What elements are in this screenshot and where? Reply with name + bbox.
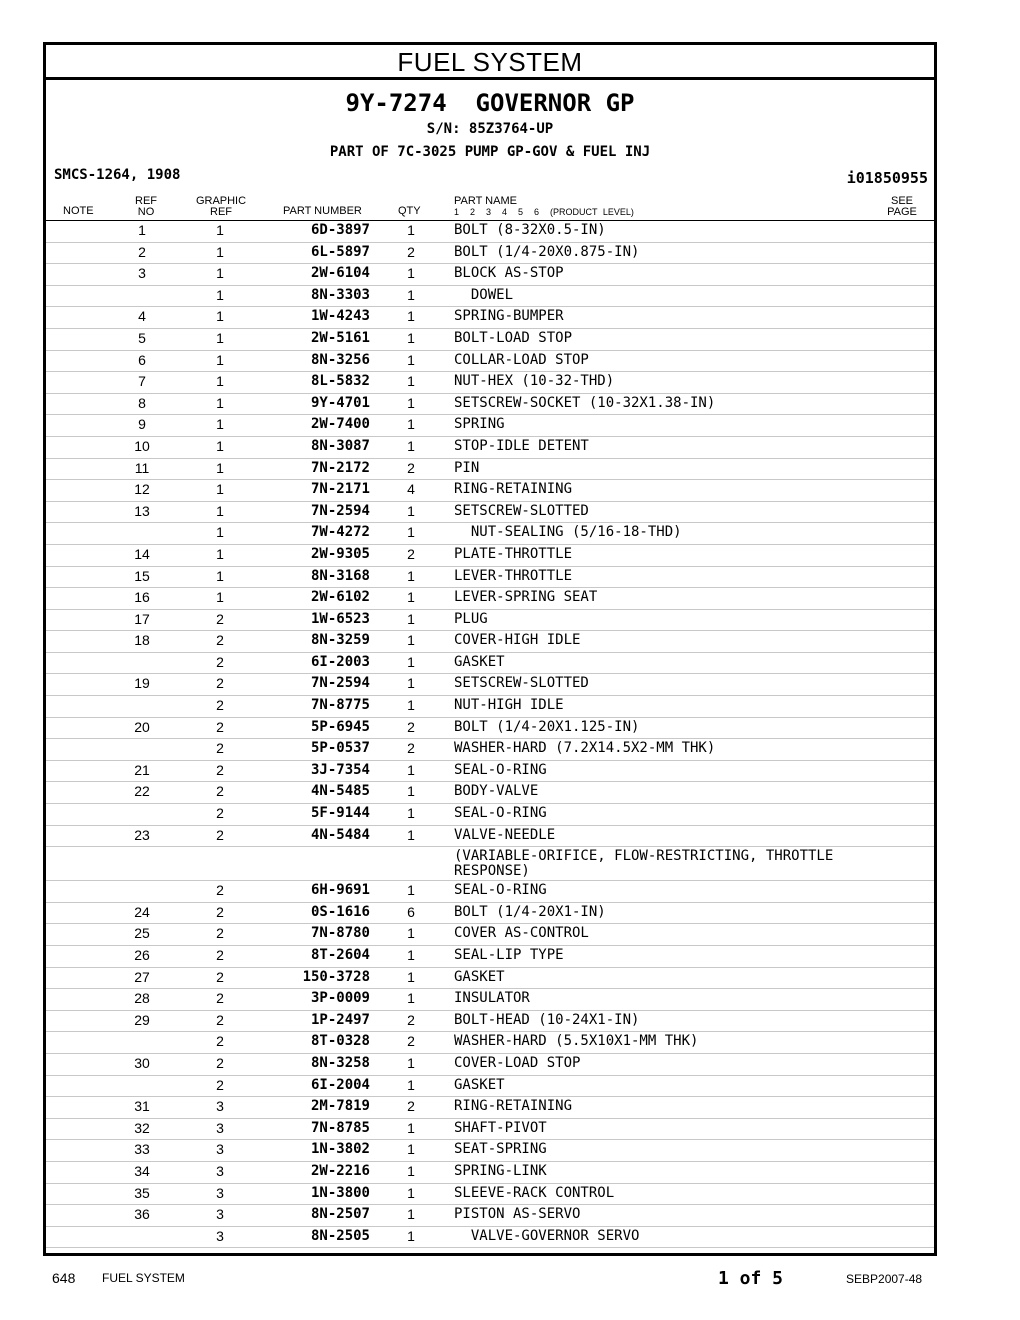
col-graphic-ref: GRAPHIC REF [195,195,247,218]
part-number: 7N-8775 [310,697,370,714]
part-name: WASHER-HARD (5.5X10X1-MM THK) [454,1033,699,1050]
graphic-ref: 2 [216,968,224,985]
part-name: SETSCREW-SOCKET (10-32X1.38-IN) [454,394,716,411]
footer-section: FUEL SYSTEM [102,1271,185,1285]
table-row [46,307,934,329]
ref-no: 9 [138,416,146,433]
ref-no: 28 [134,990,150,1007]
graphic-ref: 1 [216,589,224,606]
table-row [46,610,934,632]
ref-no: 6 [138,351,146,368]
col-ref-no: REF NO [135,195,157,218]
col-see-page: SEE PAGE [887,195,917,218]
quantity: 1 [407,968,415,985]
part-name: LEVER-THROTTLE [454,567,573,584]
part-number: 8T-2604 [310,947,370,963]
quantity: 1 [407,437,415,454]
graphic-ref: 2 [216,1011,224,1028]
part-name: GASKET [454,968,505,985]
part-number: 6I-2004 [310,1076,370,1093]
quantity: 1 [407,1206,415,1223]
ref-no: 13 [134,502,150,519]
part-name: SEAL-O-RING [454,805,547,822]
quantity: 1 [407,394,415,411]
ref-no: 22 [134,783,150,800]
part-number: 8N-3258 [310,1054,370,1071]
ref-no: 16 [134,589,150,606]
part-number: 2W-9305 [310,545,370,562]
quantity: 1 [407,1054,415,1071]
part-name: NUT-HEX (10-32-THD) [454,373,615,390]
table-row [46,437,934,459]
part-number: 6H-9691 [310,882,370,899]
part-number: 4N-5484 [310,826,370,843]
part-number: 8N-3087 [310,437,370,454]
part-number: 6I-2003 [310,653,370,670]
graphic-ref: 3 [216,1098,224,1115]
part-name: NUT-SEALING (5/16-18-THD) [454,524,682,541]
ref-no: 26 [134,947,150,963]
part-name: SETSCREW-SLOTTED [454,675,589,692]
part-number: 7N-2171 [310,481,370,498]
table-row [46,588,934,610]
graphic-ref: 1 [216,308,224,325]
table-row [46,1054,934,1076]
part-number: 0S-1616 [310,903,370,920]
parts-table-body [46,221,934,1248]
ref-no: 15 [134,567,150,584]
graphic-ref: 3 [216,1119,224,1136]
table-row [46,847,934,881]
col-part-number: PART NUMBER [283,205,362,217]
part-name: BODY-VALVE [454,783,539,800]
graphic-ref: 2 [216,761,224,778]
col-product-level: 1 2 3 4 5 6 (PRODUCT LEVEL) [454,207,634,217]
quantity: 2 [407,459,415,476]
quantity: 2 [407,718,415,735]
graphic-ref: 1 [216,243,224,260]
graphic-ref: 2 [216,1076,224,1093]
part-number: 8N-3168 [310,567,370,584]
ref-no: 29 [134,1011,150,1028]
part-number: 6D-3897 [310,222,370,238]
graphic-ref: 2 [216,783,224,800]
part-number: 1N-3802 [310,1141,370,1158]
table-row [46,968,934,990]
table-row [46,415,934,437]
table-row [46,946,934,968]
part-number: 7N-2594 [310,675,370,692]
ref-no: 27 [134,968,150,985]
graphic-ref: 1 [216,222,224,238]
graphic-ref: 1 [216,265,224,282]
quantity: 1 [407,1119,415,1136]
part-name: SEAL-LIP TYPE [454,947,564,963]
quantity: 1 [407,1076,415,1093]
graphic-ref: 2 [216,632,224,649]
ref-no: 2 [138,243,146,260]
quantity: 1 [407,1227,415,1244]
table-row [46,674,934,696]
ref-no: 19 [134,675,150,692]
group-title: 9Y-7274 GOVERNOR GP [345,89,635,117]
part-name: SEAL-O-RING [454,882,547,899]
part-number: 7N-2172 [310,459,370,476]
graphic-ref: 2 [216,903,224,920]
quantity: 1 [407,416,415,433]
graphic-ref: 2 [216,697,224,714]
table-row [46,329,934,351]
group-heading [46,87,934,162]
graphic-ref: 2 [216,882,224,899]
part-number: 7N-8785 [310,1119,370,1136]
part-number: 8N-3259 [310,632,370,649]
table-row [46,502,934,524]
ref-no: 30 [134,1054,150,1071]
part-number: 8T-0328 [310,1033,370,1050]
table-row [46,739,934,761]
graphic-ref: 2 [216,675,224,692]
table-row [46,631,934,653]
quantity: 1 [407,502,415,519]
part-name: COLLAR-LOAD STOP [454,351,589,368]
part-name: PLATE-THROTTLE [454,545,573,562]
ref-no: 10 [134,437,150,454]
serial-number: S/N: 85Z3764-UP [426,121,554,137]
graphic-ref: 2 [216,1054,224,1071]
table-row [46,1076,934,1098]
ref-no: 4 [138,308,146,325]
part-number: 4N-5485 [310,783,370,800]
parts-list-frame [43,42,937,1256]
footer-page-number: 648 [52,1270,76,1286]
graphic-ref: 3 [216,1184,224,1201]
quantity: 1 [407,308,415,325]
ref-no: 8 [138,394,146,411]
graphic-ref: 1 [216,437,224,454]
part-name: WASHER-HARD (7.2X14.5X2-MM THK) [454,740,716,757]
quantity: 2 [407,1011,415,1028]
graphic-ref: 2 [216,947,224,963]
column-header-row [46,193,934,221]
part-name: BOLT-LOAD STOP [454,329,573,346]
table-row [46,221,934,243]
quantity: 1 [407,990,415,1007]
part-name: STOP-IDLE DETENT [454,437,589,454]
part-number: 1P-2497 [310,1011,370,1028]
ref-no: 12 [134,481,150,498]
part-name: COVER AS-CONTROL [454,925,589,942]
table-row [46,1119,934,1141]
quantity: 1 [407,882,415,899]
table-row [46,1205,934,1227]
part-number: 2W-7400 [310,416,370,433]
part-number: 6L-5897 [310,243,370,260]
graphic-ref: 1 [216,481,224,498]
part-number: 8N-2505 [310,1227,370,1244]
page-footer [0,1268,1020,1292]
ref-no: 5 [138,329,146,346]
part-name: PLUG [454,610,488,627]
table-row [46,545,934,567]
table-row [46,924,934,946]
ref-no: 21 [134,761,150,778]
graphic-ref: 3 [216,1227,224,1244]
table-row [46,804,934,826]
quantity: 2 [407,1033,415,1050]
ref-no: 36 [134,1206,150,1223]
part-name: BOLT (1/4-20X1-IN) [454,903,606,920]
part-name: GASKET [454,653,505,670]
graphic-ref: 1 [216,524,224,541]
table-row [46,372,934,394]
part-name: SEAL-O-RING [454,761,547,778]
quantity: 1 [407,675,415,692]
quantity: 6 [407,903,415,920]
part-name: BOLT (8-32X0.5-IN) [454,222,606,238]
quantity: 1 [407,783,415,800]
part-number: 1W-6523 [310,610,370,627]
table-row [46,567,934,589]
graphic-ref: 1 [216,394,224,411]
table-row [46,264,934,286]
table-row [46,351,934,373]
ref-no: 24 [134,903,150,920]
part-number: 7N-8780 [310,925,370,942]
graphic-ref: 2 [216,805,224,822]
part-name: LEVER-SPRING SEAT [454,589,598,606]
section-title: FUEL SYSTEM [46,45,934,80]
table-row [46,1032,934,1054]
quantity: 1 [407,351,415,368]
graphic-ref: 2 [216,990,224,1007]
table-row [46,826,934,848]
table-row [46,286,934,308]
table-row [46,1227,934,1249]
ref-no: 3 [138,265,146,282]
ref-no: 32 [134,1119,150,1136]
footer-document-number: SEBP2007-48 [846,1272,923,1286]
quantity: 1 [407,524,415,541]
col-note: NOTE [63,205,94,217]
part-name: BOLT (1/4-20X1.125-IN) [454,718,640,735]
ref-no: 31 [134,1098,150,1115]
part-number: 5P-0537 [310,740,370,757]
part-number: 2W-6104 [310,265,370,282]
part-name: SEAT-SPRING [454,1141,547,1158]
part-name: RING-RETAINING [454,481,573,498]
part-name: PISTON AS-SERVO [454,1206,581,1223]
part-name: COVER-HIGH IDLE [454,632,581,649]
graphic-ref: 1 [216,502,224,519]
quantity: 1 [407,826,415,843]
quantity: 1 [407,222,415,238]
table-row [46,653,934,675]
graphic-ref: 2 [216,718,224,735]
quantity: 1 [407,265,415,282]
part-name: BOLT (1/4-20X0.875-IN) [454,243,640,260]
quantity: 1 [407,653,415,670]
graphic-ref: 1 [216,459,224,476]
ref-no: 17 [134,610,150,627]
col-qty: QTY [398,205,421,217]
graphic-ref: 1 [216,286,224,303]
graphic-ref: 2 [216,925,224,942]
part-number: 7N-2594 [310,502,370,519]
table-row [46,1184,934,1206]
part-name: INSULATOR [454,990,530,1007]
quantity: 2 [407,243,415,260]
part-number: 2W-6102 [310,589,370,606]
quantity: 2 [407,545,415,562]
quantity: 1 [407,925,415,942]
graphic-ref: 1 [216,329,224,346]
part-number: 2M-7819 [310,1098,370,1115]
part-number: 3J-7354 [310,761,370,778]
table-row [46,1011,934,1033]
part-number: 1N-3800 [310,1184,370,1201]
ref-no: 7 [138,373,146,390]
part-name: GASKET [454,1076,505,1093]
part-number: 150-3728 [302,968,370,985]
part-name: SETSCREW-SLOTTED [454,502,589,519]
quantity: 2 [407,1098,415,1115]
graphic-ref: 2 [216,610,224,627]
graphic-ref: 2 [216,826,224,843]
part-name: SHAFT-PIVOT [454,1119,547,1136]
quantity: 1 [407,632,415,649]
part-number: 1W-4243 [310,308,370,325]
ref-no: 14 [134,545,150,562]
quantity: 1 [407,567,415,584]
table-row [46,523,934,545]
quantity: 1 [407,761,415,778]
graphic-ref: 3 [216,1162,224,1179]
table-row [46,903,934,925]
part-number: 8N-3303 [310,286,370,303]
part-number: 9Y-4701 [310,394,370,411]
graphic-ref: 1 [216,567,224,584]
table-row [46,1140,934,1162]
ref-no: 34 [134,1162,150,1179]
part-name: COVER-LOAD STOP [454,1054,581,1071]
graphic-ref: 3 [216,1206,224,1223]
col-part-name: PART NAME [454,195,517,207]
part-name: SLEEVE-RACK CONTROL [454,1184,615,1201]
ref-no: 1 [138,222,146,238]
ref-no: 23 [134,826,150,843]
table-row [46,696,934,718]
part-number: 2W-5161 [310,329,370,346]
graphic-ref: 1 [216,373,224,390]
part-number: 3P-0009 [310,990,370,1007]
quantity: 1 [407,1162,415,1179]
graphic-ref: 2 [216,740,224,757]
quantity: 1 [407,610,415,627]
graphic-ref: 1 [216,416,224,433]
table-row [46,782,934,804]
part-name: VALVE-GOVERNOR SERVO [454,1227,640,1244]
quantity: 1 [407,805,415,822]
part-name: BLOCK AS-STOP [454,265,564,282]
part-number: 8N-3256 [310,351,370,368]
table-row [46,1097,934,1119]
table-row [46,718,934,740]
part-name: SPRING-BUMPER [454,308,564,325]
quantity: 1 [407,286,415,303]
part-number: 8L-5832 [310,373,370,390]
table-row [46,480,934,502]
ref-no: 25 [134,925,150,942]
graphic-ref: 1 [216,351,224,368]
quantity: 1 [407,329,415,346]
ref-no: 11 [134,459,150,476]
smcs-code: SMCS-1264, 1908 [54,167,181,183]
graphic-ref: 2 [216,653,224,670]
footer-sheet-count: 1 of 5 [718,1268,784,1289]
table-row [46,243,934,265]
quantity: 4 [407,481,415,498]
part-name: VALVE-NEEDLE [454,826,556,843]
part-number: 7W-4272 [310,524,370,541]
part-name: NUT-HIGH IDLE [454,697,564,714]
quantity: 1 [407,697,415,714]
illustration-id: i01850955 [846,169,928,187]
part-number: 8N-2507 [310,1206,370,1223]
quantity: 1 [407,373,415,390]
quantity: 1 [407,947,415,963]
part-of-line: PART OF 7C-3025 PUMP GP-GOV & FUEL INJ [329,144,651,160]
part-name: SPRING-LINK [454,1162,547,1179]
quantity: 1 [407,589,415,606]
graphic-ref: 1 [216,545,224,562]
ref-no: 35 [134,1184,150,1201]
part-name: PIN [454,459,480,476]
table-row [46,881,934,903]
graphic-ref: 3 [216,1141,224,1158]
table-row [46,394,934,416]
ref-no: 20 [134,718,150,735]
part-number: 5P-6945 [310,718,370,735]
graphic-ref: 2 [216,1033,224,1050]
quantity: 2 [407,740,415,757]
table-row [46,761,934,783]
ref-no: 18 [134,632,150,649]
part-name: BOLT-HEAD (10-24X1-IN) [454,1011,640,1028]
quantity: 1 [407,1141,415,1158]
part-name: DOWEL [454,286,514,303]
part-number: 2W-2216 [310,1162,370,1179]
table-row [46,459,934,481]
quantity: 1 [407,1184,415,1201]
table-row [46,1162,934,1184]
table-row [46,989,934,1011]
part-name: (VARIABLE-ORIFICE, FLOW-RESTRICTING, THROTTLE RESPONSE) [454,848,842,880]
part-name: RING-RETAINING [454,1098,573,1115]
ref-no: 33 [134,1141,150,1158]
part-number: 5F-9144 [310,805,370,822]
part-name: SPRING [454,416,505,433]
